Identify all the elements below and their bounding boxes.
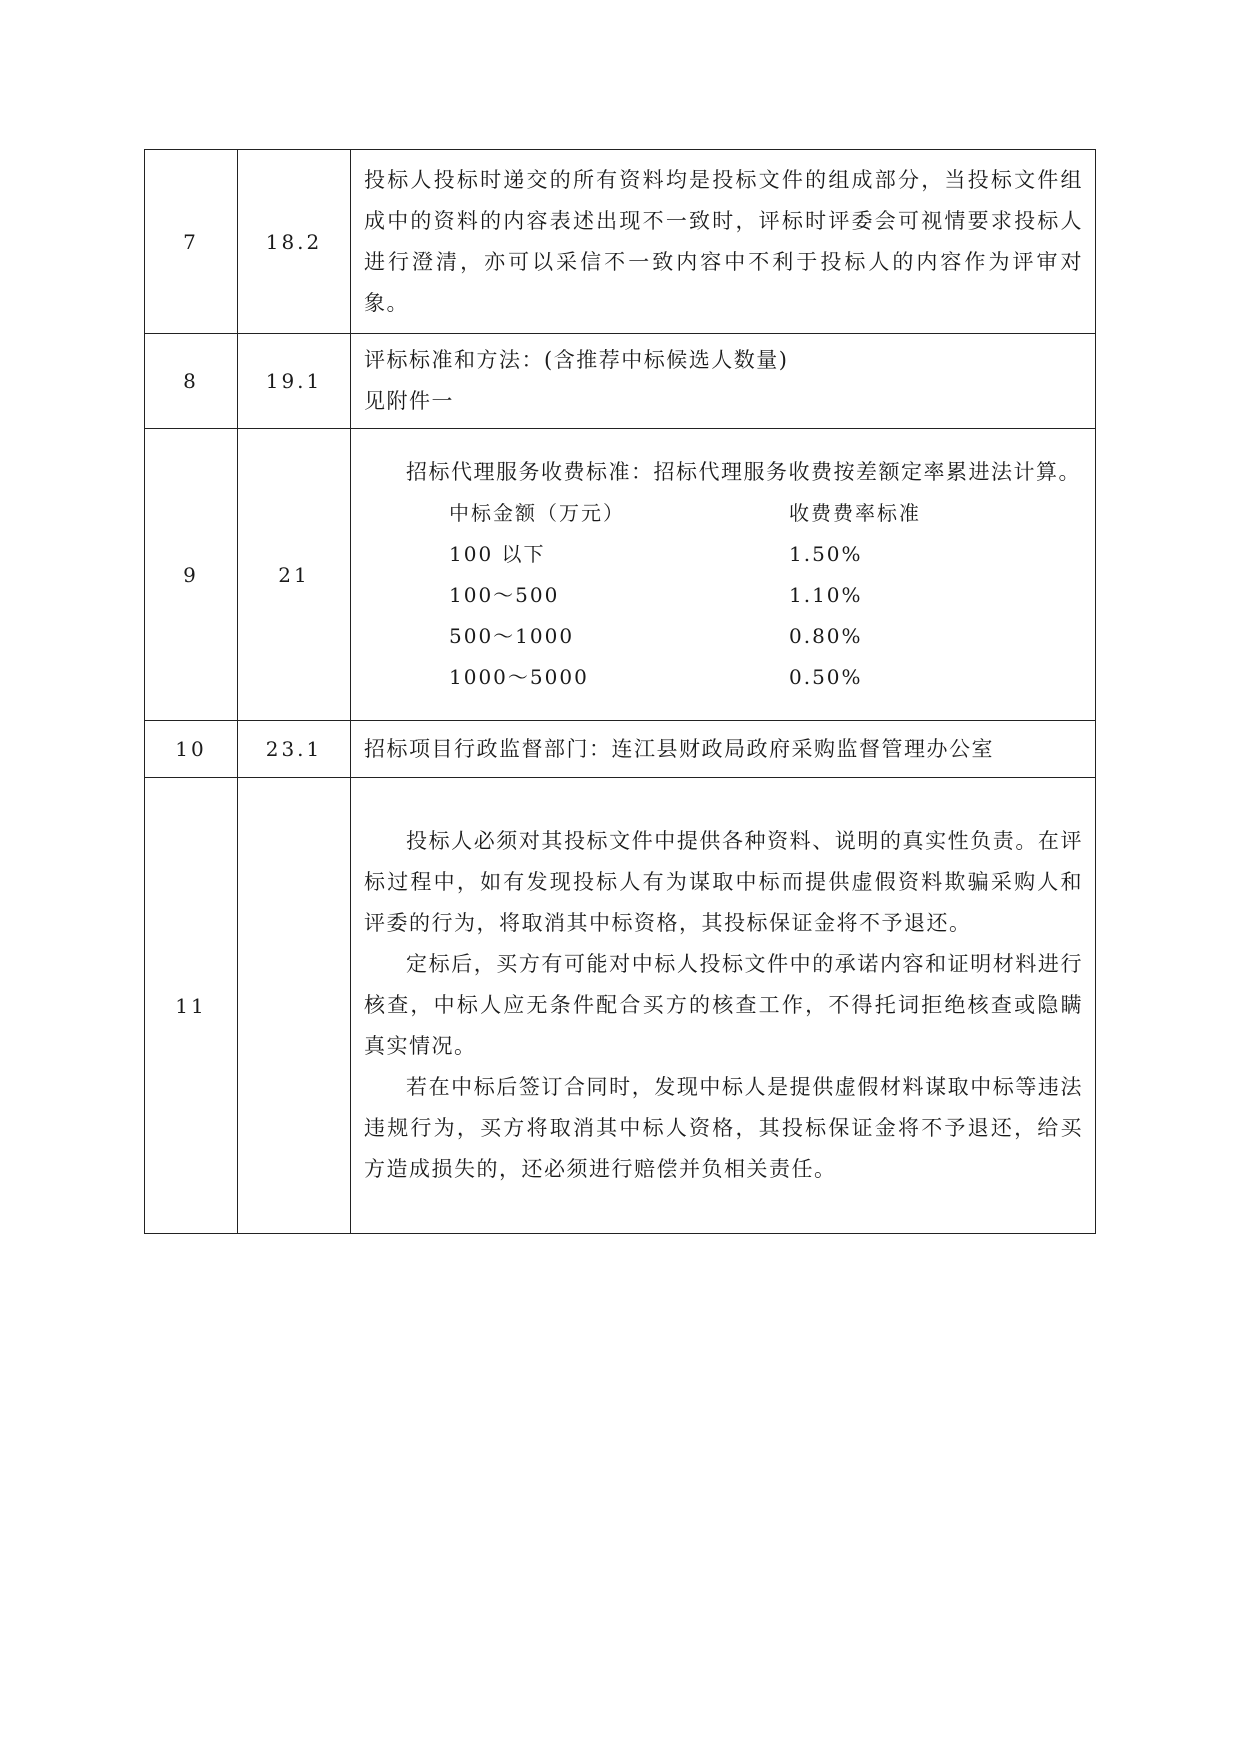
table-row-9 (145, 429, 1096, 721)
fee-row (449, 575, 989, 616)
row-number: 11 (145, 778, 238, 1234)
clause-number (238, 778, 351, 1234)
table-row-10 (145, 721, 1096, 778)
row-number: 7 (145, 150, 238, 334)
attachment-reference: 见附件一 (364, 389, 454, 413)
fee-amount: 500～1000 (449, 623, 575, 648)
row-content (351, 721, 1096, 778)
fee-amount: 100～500 (449, 582, 560, 607)
content-paragraph: 投标人投标时递交的所有资料均是投标文件的组成部分，当投标文件组成中的资料的内容表述出现不一致时，评标时评委会可视情要求投标人进行澄清，亦可以采信不一致内容中不利于投标人的内容作为评审对象。 (364, 167, 1083, 315)
fee-rate: 1.50% (789, 541, 863, 566)
fee-amount: 100 以下 (449, 541, 546, 566)
fee-rate: 0.80% (789, 623, 863, 648)
fee-amount-header: 中标金额（万元） (449, 500, 625, 525)
row-number: 8 (145, 334, 238, 429)
fee-rate-table (449, 493, 989, 698)
table-row-8 (145, 334, 1096, 429)
fee-row (449, 657, 989, 698)
row-number: 10 (145, 721, 238, 778)
clause-table (144, 149, 1096, 1234)
clause-number: 23.1 (238, 721, 351, 778)
evaluation-criteria-line: 评标标准和方法：(含推荐中标候选人数量) (364, 348, 789, 372)
row-content (351, 334, 1096, 429)
fee-rate: 0.50% (789, 664, 863, 689)
row-content (351, 429, 1096, 721)
clause-number: 21 (238, 429, 351, 721)
row-content (351, 150, 1096, 334)
content-paragraph: 投标人必须对其投标文件中提供各种资料、说明的真实性负责。在评标过程中，如有发现投标人有为谋取中标而提供虚假资料欺骗采购人和评委的行为，将取消其中标资格，其投标保证金将不予退还。 (364, 829, 1083, 935)
fee-rate: 1.10% (789, 582, 863, 607)
fee-amount: 1000～5000 (449, 664, 589, 689)
table-row-7 (145, 150, 1096, 334)
table-row-11 (145, 778, 1096, 1234)
fee-rate-header: 收费费率标准 (789, 500, 921, 525)
content-paragraph: 若在中标后签订合同时，发现中标人是提供虚假材料谋取中标等违法违规行为，买方将取消其中标人资格，其投标保证金将不予退还，给买方造成损失的，还必须进行赔偿并负相关责任。 (364, 1075, 1083, 1181)
row-number: 9 (145, 429, 238, 721)
clause-number: 19.1 (238, 334, 351, 429)
clause-number: 18.2 (238, 150, 351, 334)
fee-row (449, 616, 989, 657)
fee-row (449, 534, 989, 575)
fee-standard-intro: 招标代理服务收费标准：招标代理服务收费按差额定率累进法计算。 (406, 459, 1081, 484)
row-content (351, 778, 1096, 1234)
content-paragraph: 定标后，买方有可能对中标人投标文件中的承诺内容和证明材料进行核查，中标人应无条件配合买方的核查工作，不得托词拒绝核查或隐瞒真实情况。 (364, 952, 1083, 1058)
supervision-department: 招标项目行政监督部门：连江县财政局政府采购监督管理办公室 (364, 736, 994, 761)
fee-header-row (449, 493, 989, 534)
